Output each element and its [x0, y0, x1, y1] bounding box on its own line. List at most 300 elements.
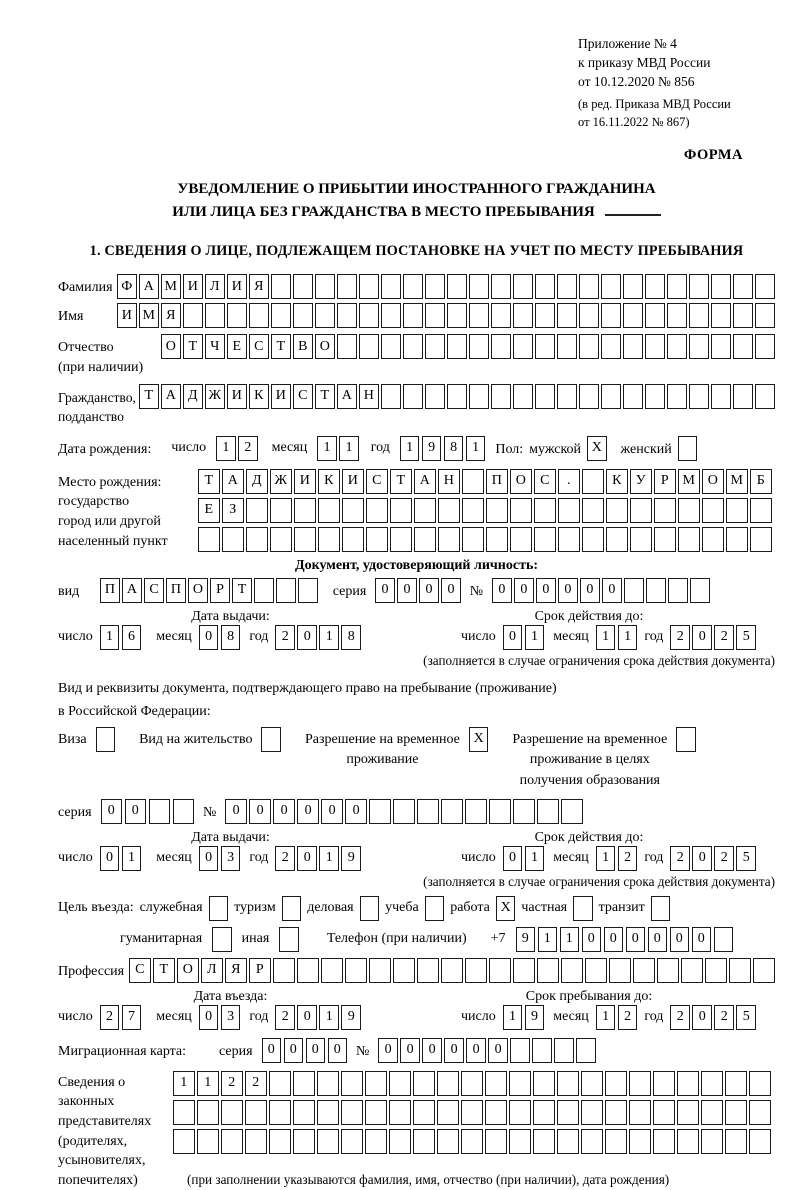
char-cell[interactable]: [677, 1071, 699, 1096]
char-cell[interactable]: 1: [596, 625, 616, 650]
char-cell[interactable]: [173, 799, 195, 824]
char-cell[interactable]: [677, 1100, 699, 1125]
char-cell[interactable]: [582, 527, 604, 552]
char-cell[interactable]: [437, 1100, 459, 1125]
char-cell[interactable]: П: [166, 578, 186, 603]
char-cell[interactable]: [491, 384, 511, 409]
char-cell[interactable]: [557, 1129, 579, 1154]
char-cell[interactable]: [749, 1071, 771, 1096]
char-cell[interactable]: [601, 334, 621, 359]
char-cell[interactable]: 0: [400, 1038, 420, 1063]
char-cell[interactable]: 0: [397, 578, 417, 603]
char-cell[interactable]: [249, 303, 269, 328]
char-cell[interactable]: [359, 303, 379, 328]
char-cell[interactable]: [711, 274, 731, 299]
char-cell[interactable]: В: [293, 334, 313, 359]
char-cell[interactable]: 2: [714, 625, 734, 650]
char-cell[interactable]: [294, 498, 316, 523]
char-cell[interactable]: [509, 1071, 531, 1096]
char-cell[interactable]: [702, 527, 724, 552]
char-cell[interactable]: 0: [378, 1038, 398, 1063]
char-cell[interactable]: [629, 1100, 651, 1125]
char-cell[interactable]: С: [144, 578, 164, 603]
char-cell[interactable]: Л: [201, 958, 223, 983]
char-cell[interactable]: 1: [319, 625, 339, 650]
char-cell[interactable]: [726, 498, 748, 523]
char-cell[interactable]: [755, 303, 775, 328]
char-cell[interactable]: 0: [604, 927, 624, 952]
char-cell[interactable]: [438, 527, 460, 552]
char-cell[interactable]: Т: [315, 384, 335, 409]
char-cell[interactable]: [534, 498, 556, 523]
char-cell[interactable]: 0: [503, 625, 523, 650]
char-cell[interactable]: 2: [714, 1005, 734, 1030]
char-cell[interactable]: С: [366, 469, 388, 494]
char-cell[interactable]: [365, 1129, 387, 1154]
char-cell[interactable]: [315, 303, 335, 328]
char-cell[interactable]: [441, 958, 463, 983]
char-cell[interactable]: [390, 498, 412, 523]
char-cell[interactable]: [646, 578, 666, 603]
char-cell[interactable]: [337, 334, 357, 359]
char-cell[interactable]: [271, 274, 291, 299]
char-cell[interactable]: [437, 1129, 459, 1154]
char-cell[interactable]: [403, 334, 423, 359]
char-cell[interactable]: Т: [153, 958, 175, 983]
char-cell[interactable]: И: [227, 274, 247, 299]
char-cell[interactable]: Д: [183, 384, 203, 409]
char-cell[interactable]: [623, 334, 643, 359]
char-cell[interactable]: [276, 578, 296, 603]
char-cell[interactable]: [183, 303, 203, 328]
char-cell[interactable]: [198, 527, 220, 552]
char-cell[interactable]: Ф: [117, 274, 137, 299]
char-cell[interactable]: [293, 1071, 315, 1096]
char-cell[interactable]: [269, 1129, 291, 1154]
char-cell[interactable]: [733, 384, 753, 409]
char-cell[interactable]: 0: [514, 578, 534, 603]
char-cell[interactable]: 2: [275, 846, 295, 871]
char-cell[interactable]: А: [414, 469, 436, 494]
char-cell[interactable]: [437, 1071, 459, 1096]
char-cell[interactable]: Р: [210, 578, 230, 603]
char-cell[interactable]: [629, 1129, 651, 1154]
char-cell[interactable]: [702, 498, 724, 523]
char-cell[interactable]: [690, 578, 710, 603]
purpose-tourism-checkbox[interactable]: [282, 896, 302, 921]
char-cell[interactable]: 5: [736, 1005, 756, 1030]
char-cell[interactable]: [537, 958, 559, 983]
char-cell[interactable]: [733, 303, 753, 328]
char-cell[interactable]: Т: [139, 384, 159, 409]
char-cell[interactable]: 0: [692, 846, 712, 871]
char-cell[interactable]: 0: [580, 578, 600, 603]
char-cell[interactable]: [533, 1100, 555, 1125]
char-cell[interactable]: 2: [670, 846, 690, 871]
char-cell[interactable]: [486, 527, 508, 552]
char-cell[interactable]: 0: [262, 1038, 282, 1063]
char-cell[interactable]: [462, 498, 484, 523]
char-cell[interactable]: [246, 527, 268, 552]
char-cell[interactable]: [558, 527, 580, 552]
char-cell[interactable]: 2: [275, 1005, 295, 1030]
sex-female-checkbox[interactable]: [678, 436, 698, 461]
char-cell[interactable]: [491, 274, 511, 299]
char-cell[interactable]: [601, 274, 621, 299]
char-cell[interactable]: [246, 498, 268, 523]
char-cell[interactable]: 2: [221, 1071, 243, 1096]
char-cell[interactable]: [654, 498, 676, 523]
char-cell[interactable]: [537, 799, 559, 824]
char-cell[interactable]: [222, 527, 244, 552]
char-cell[interactable]: [653, 1071, 675, 1096]
char-cell[interactable]: 0: [466, 1038, 486, 1063]
char-cell[interactable]: [341, 1100, 363, 1125]
char-cell[interactable]: [293, 274, 313, 299]
char-cell[interactable]: И: [271, 384, 291, 409]
char-cell[interactable]: [273, 958, 295, 983]
char-cell[interactable]: [469, 274, 489, 299]
char-cell[interactable]: [579, 334, 599, 359]
char-cell[interactable]: [667, 384, 687, 409]
char-cell[interactable]: 1: [466, 436, 486, 461]
char-cell[interactable]: [359, 274, 379, 299]
char-cell[interactable]: [714, 927, 734, 952]
char-cell[interactable]: [609, 958, 631, 983]
char-cell[interactable]: 1: [317, 436, 337, 461]
char-cell[interactable]: С: [293, 384, 313, 409]
char-cell[interactable]: [668, 578, 688, 603]
char-cell[interactable]: 1: [618, 625, 638, 650]
char-cell[interactable]: [173, 1100, 195, 1125]
char-cell[interactable]: [359, 334, 379, 359]
char-cell[interactable]: [425, 303, 445, 328]
char-cell[interactable]: [581, 1071, 603, 1096]
purpose-business-checkbox[interactable]: [209, 896, 229, 921]
char-cell[interactable]: 0: [284, 1038, 304, 1063]
char-cell[interactable]: [557, 1071, 579, 1096]
char-cell[interactable]: 1: [197, 1071, 219, 1096]
char-cell[interactable]: 0: [297, 1005, 317, 1030]
char-cell[interactable]: [205, 303, 225, 328]
char-cell[interactable]: [486, 498, 508, 523]
char-cell[interactable]: 0: [582, 927, 602, 952]
char-cell[interactable]: [413, 1129, 435, 1154]
char-cell[interactable]: [317, 1071, 339, 1096]
char-cell[interactable]: 1: [525, 846, 545, 871]
char-cell[interactable]: [667, 303, 687, 328]
char-cell[interactable]: 1: [538, 927, 558, 952]
char-cell[interactable]: 5: [736, 625, 756, 650]
char-cell[interactable]: 0: [297, 799, 319, 824]
char-cell[interactable]: Е: [198, 498, 220, 523]
char-cell[interactable]: [653, 1129, 675, 1154]
char-cell[interactable]: [561, 958, 583, 983]
char-cell[interactable]: [510, 1038, 530, 1063]
char-cell[interactable]: 0: [297, 846, 317, 871]
char-cell[interactable]: [366, 498, 388, 523]
char-cell[interactable]: [293, 1100, 315, 1125]
char-cell[interactable]: [513, 334, 533, 359]
char-cell[interactable]: [623, 274, 643, 299]
char-cell[interactable]: [678, 498, 700, 523]
char-cell[interactable]: 0: [199, 1005, 219, 1030]
char-cell[interactable]: [581, 1100, 603, 1125]
char-cell[interactable]: Я: [161, 303, 181, 328]
char-cell[interactable]: 3: [221, 1005, 241, 1030]
char-cell[interactable]: [293, 1129, 315, 1154]
char-cell[interactable]: Д: [246, 469, 268, 494]
char-cell[interactable]: .: [558, 469, 580, 494]
char-cell[interactable]: 0: [692, 927, 712, 952]
char-cell[interactable]: [337, 303, 357, 328]
char-cell[interactable]: [389, 1129, 411, 1154]
char-cell[interactable]: П: [100, 578, 120, 603]
char-cell[interactable]: 0: [100, 846, 120, 871]
char-cell[interactable]: К: [249, 384, 269, 409]
char-cell[interactable]: [342, 527, 364, 552]
char-cell[interactable]: 1: [596, 1005, 616, 1030]
char-cell[interactable]: [365, 1071, 387, 1096]
char-cell[interactable]: [582, 498, 604, 523]
char-cell[interactable]: [557, 384, 577, 409]
char-cell[interactable]: [342, 498, 364, 523]
char-cell[interactable]: [677, 1129, 699, 1154]
char-cell[interactable]: М: [726, 469, 748, 494]
char-cell[interactable]: 2: [618, 1005, 638, 1030]
char-cell[interactable]: И: [117, 303, 137, 328]
char-cell[interactable]: 0: [199, 846, 219, 871]
char-cell[interactable]: [711, 303, 731, 328]
char-cell[interactable]: [298, 578, 318, 603]
char-cell[interactable]: [337, 274, 357, 299]
char-cell[interactable]: [341, 1071, 363, 1096]
char-cell[interactable]: [750, 498, 772, 523]
char-cell[interactable]: [381, 274, 401, 299]
char-cell[interactable]: [701, 1100, 723, 1125]
char-cell[interactable]: [485, 1100, 507, 1125]
char-cell[interactable]: [605, 1071, 627, 1096]
char-cell[interactable]: 8: [221, 625, 241, 650]
char-cell[interactable]: 0: [321, 799, 343, 824]
char-cell[interactable]: [605, 1129, 627, 1154]
char-cell[interactable]: [733, 334, 753, 359]
char-cell[interactable]: [465, 799, 487, 824]
char-cell[interactable]: 1: [503, 1005, 523, 1030]
char-cell[interactable]: Я: [249, 274, 269, 299]
char-cell[interactable]: [269, 1100, 291, 1125]
char-cell[interactable]: [403, 274, 423, 299]
char-cell[interactable]: [489, 958, 511, 983]
char-cell[interactable]: [491, 334, 511, 359]
char-cell[interactable]: [381, 334, 401, 359]
char-cell[interactable]: [318, 498, 340, 523]
char-cell[interactable]: [557, 274, 577, 299]
purpose-private-checkbox[interactable]: [573, 896, 593, 921]
char-cell[interactable]: [321, 958, 343, 983]
char-cell[interactable]: [254, 578, 274, 603]
char-cell[interactable]: [554, 1038, 574, 1063]
char-cell[interactable]: [533, 1071, 555, 1096]
char-cell[interactable]: [270, 527, 292, 552]
char-cell[interactable]: 1: [216, 436, 236, 461]
char-cell[interactable]: [535, 384, 555, 409]
char-cell[interactable]: С: [534, 469, 556, 494]
char-cell[interactable]: [601, 384, 621, 409]
char-cell[interactable]: [606, 527, 628, 552]
purpose-humanitarian-checkbox[interactable]: [212, 927, 232, 952]
char-cell[interactable]: 2: [618, 846, 638, 871]
char-cell[interactable]: [318, 527, 340, 552]
char-cell[interactable]: 0: [692, 625, 712, 650]
char-cell[interactable]: [469, 303, 489, 328]
char-cell[interactable]: 1: [100, 625, 120, 650]
char-cell[interactable]: [733, 274, 753, 299]
char-cell[interactable]: [689, 274, 709, 299]
char-cell[interactable]: [366, 527, 388, 552]
char-cell[interactable]: [557, 1100, 579, 1125]
char-cell[interactable]: [725, 1071, 747, 1096]
char-cell[interactable]: [558, 498, 580, 523]
char-cell[interactable]: Р: [654, 469, 676, 494]
char-cell[interactable]: [173, 1129, 195, 1154]
char-cell[interactable]: [509, 1100, 531, 1125]
char-cell[interactable]: [425, 384, 445, 409]
char-cell[interactable]: Ж: [205, 384, 225, 409]
char-cell[interactable]: [535, 274, 555, 299]
char-cell[interactable]: [689, 334, 709, 359]
char-cell[interactable]: Т: [198, 469, 220, 494]
char-cell[interactable]: [535, 334, 555, 359]
char-cell[interactable]: 9: [341, 1005, 361, 1030]
char-cell[interactable]: П: [486, 469, 508, 494]
char-cell[interactable]: [462, 469, 484, 494]
char-cell[interactable]: [557, 334, 577, 359]
temp-residence-edu-checkbox[interactable]: [676, 727, 696, 752]
char-cell[interactable]: [509, 1129, 531, 1154]
char-cell[interactable]: 2: [714, 846, 734, 871]
char-cell[interactable]: [755, 384, 775, 409]
char-cell[interactable]: Б: [750, 469, 772, 494]
purpose-commercial-checkbox[interactable]: [360, 896, 380, 921]
char-cell[interactable]: [645, 274, 665, 299]
char-cell[interactable]: [403, 303, 423, 328]
char-cell[interactable]: 1: [122, 846, 142, 871]
char-cell[interactable]: Т: [232, 578, 252, 603]
char-cell[interactable]: 0: [419, 578, 439, 603]
char-cell[interactable]: И: [294, 469, 316, 494]
char-cell[interactable]: [221, 1129, 243, 1154]
char-cell[interactable]: 1: [525, 625, 545, 650]
char-cell[interactable]: [729, 958, 751, 983]
char-cell[interactable]: 1: [596, 846, 616, 871]
char-cell[interactable]: О: [702, 469, 724, 494]
char-cell[interactable]: Л: [205, 274, 225, 299]
char-cell[interactable]: [447, 384, 467, 409]
char-cell[interactable]: [461, 1071, 483, 1096]
char-cell[interactable]: 5: [736, 846, 756, 871]
char-cell[interactable]: [447, 303, 467, 328]
char-cell[interactable]: [317, 1129, 339, 1154]
char-cell[interactable]: [585, 958, 607, 983]
char-cell[interactable]: Т: [183, 334, 203, 359]
char-cell[interactable]: С: [249, 334, 269, 359]
char-cell[interactable]: [579, 384, 599, 409]
char-cell[interactable]: М: [161, 274, 181, 299]
char-cell[interactable]: [447, 334, 467, 359]
char-cell[interactable]: 0: [558, 578, 578, 603]
char-cell[interactable]: [534, 527, 556, 552]
char-cell[interactable]: [725, 1100, 747, 1125]
char-cell[interactable]: 9: [422, 436, 442, 461]
char-cell[interactable]: [689, 384, 709, 409]
char-cell[interactable]: 1: [173, 1071, 195, 1096]
char-cell[interactable]: Н: [359, 384, 379, 409]
char-cell[interactable]: И: [183, 274, 203, 299]
char-cell[interactable]: [341, 1129, 363, 1154]
char-cell[interactable]: А: [139, 274, 159, 299]
char-cell[interactable]: М: [678, 469, 700, 494]
char-cell[interactable]: [645, 384, 665, 409]
char-cell[interactable]: 3: [221, 846, 241, 871]
char-cell[interactable]: 1: [319, 846, 339, 871]
char-cell[interactable]: [667, 334, 687, 359]
char-cell[interactable]: А: [222, 469, 244, 494]
char-cell[interactable]: О: [188, 578, 208, 603]
char-cell[interactable]: А: [337, 384, 357, 409]
char-cell[interactable]: 9: [341, 846, 361, 871]
char-cell[interactable]: 0: [648, 927, 668, 952]
char-cell[interactable]: [197, 1100, 219, 1125]
char-cell[interactable]: [630, 527, 652, 552]
char-cell[interactable]: [369, 958, 391, 983]
char-cell[interactable]: А: [122, 578, 142, 603]
char-cell[interactable]: [557, 303, 577, 328]
char-cell[interactable]: [749, 1129, 771, 1154]
char-cell[interactable]: О: [510, 469, 532, 494]
char-cell[interactable]: 9: [525, 1005, 545, 1030]
char-cell[interactable]: [513, 384, 533, 409]
char-cell[interactable]: [667, 274, 687, 299]
char-cell[interactable]: [755, 274, 775, 299]
char-cell[interactable]: [469, 384, 489, 409]
char-cell[interactable]: И: [342, 469, 364, 494]
char-cell[interactable]: [245, 1129, 267, 1154]
char-cell[interactable]: [513, 274, 533, 299]
char-cell[interactable]: С: [129, 958, 151, 983]
residence-permit-checkbox[interactable]: [261, 727, 281, 752]
char-cell[interactable]: Р: [249, 958, 271, 983]
char-cell[interactable]: [510, 527, 532, 552]
char-cell[interactable]: [533, 1129, 555, 1154]
char-cell[interactable]: [270, 498, 292, 523]
char-cell[interactable]: О: [177, 958, 199, 983]
purpose-other-checkbox[interactable]: [279, 927, 299, 952]
char-cell[interactable]: [245, 1100, 267, 1125]
char-cell[interactable]: К: [606, 469, 628, 494]
char-cell[interactable]: [461, 1129, 483, 1154]
char-cell[interactable]: [485, 1129, 507, 1154]
char-cell[interactable]: А: [161, 384, 181, 409]
char-cell[interactable]: [711, 334, 731, 359]
char-cell[interactable]: 0: [101, 799, 123, 824]
char-cell[interactable]: [605, 1100, 627, 1125]
char-cell[interactable]: [629, 1071, 651, 1096]
char-cell[interactable]: [645, 334, 665, 359]
char-cell[interactable]: [623, 384, 643, 409]
char-cell[interactable]: [755, 334, 775, 359]
char-cell[interactable]: [389, 1100, 411, 1125]
